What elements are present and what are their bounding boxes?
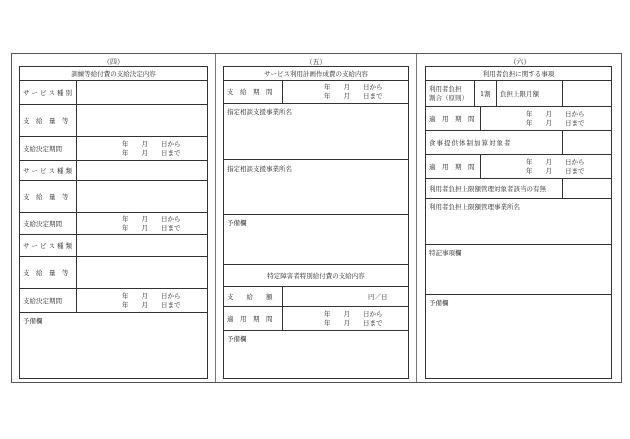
date-to: 年 月 日まで bbox=[122, 149, 181, 157]
ratio-value: 1割 bbox=[480, 90, 491, 98]
period-row bbox=[426, 155, 611, 179]
column-divider bbox=[416, 54, 417, 382]
period-row bbox=[20, 213, 207, 235]
table-title: サービス利用計画作成費の支給内容 bbox=[264, 70, 368, 78]
label: 支給決定期間 bbox=[23, 145, 62, 153]
label: 支 給 額 bbox=[227, 293, 273, 301]
special-notes-row bbox=[426, 245, 611, 295]
label: 支給決定期間 bbox=[23, 297, 62, 305]
service-type-row bbox=[20, 161, 207, 181]
meal-target-row bbox=[426, 131, 611, 155]
amount-row bbox=[20, 105, 207, 137]
provider-row bbox=[224, 160, 408, 215]
date-to: 年 月 日まで bbox=[526, 119, 585, 127]
period-row bbox=[224, 81, 408, 104]
label: 利用者負担 bbox=[429, 85, 462, 93]
date-to: 年 月 日まで bbox=[324, 319, 383, 327]
label: 予備欄 bbox=[227, 219, 247, 227]
section-number-6: （六） bbox=[509, 58, 531, 66]
table-header bbox=[224, 265, 408, 287]
label: 適 用 期 間 bbox=[429, 163, 475, 171]
service-type-row bbox=[20, 235, 207, 257]
table-title: 利用者負担に関する事項 bbox=[482, 70, 555, 78]
label: 予備欄 bbox=[227, 335, 247, 343]
unit: 円／日 bbox=[368, 293, 388, 301]
period-row bbox=[20, 289, 207, 313]
label: 適 用 期 間 bbox=[429, 115, 475, 123]
date-from: 年 月 日から bbox=[526, 110, 585, 118]
label: 食事提供体制加算対象者 bbox=[429, 139, 512, 147]
date-from: 年 月 日から bbox=[122, 215, 181, 223]
label: サービス種類 bbox=[23, 242, 74, 250]
amount-row bbox=[20, 257, 207, 289]
provider-row bbox=[224, 104, 408, 160]
training-benefit-table bbox=[19, 66, 208, 379]
cap-office-row bbox=[426, 199, 611, 245]
reserve-row bbox=[224, 215, 408, 265]
column-divider bbox=[215, 54, 216, 382]
date-from: 年 月 日から bbox=[122, 292, 181, 300]
period-row bbox=[426, 107, 611, 131]
label: 予備欄 bbox=[23, 317, 43, 325]
reserve-row bbox=[20, 313, 207, 378]
label: 支 給 量 等 bbox=[23, 117, 69, 125]
date-from: 年 月 日から bbox=[122, 140, 181, 148]
label: 予備欄 bbox=[429, 299, 449, 307]
plan-cost-table bbox=[223, 66, 409, 379]
service-type-row bbox=[20, 81, 207, 105]
label: 指定相談支援事業所名 bbox=[227, 165, 292, 173]
date-from: 年 月 日から bbox=[324, 83, 383, 91]
label: 適 用 期 間 bbox=[227, 315, 273, 323]
date-from: 年 月 日から bbox=[526, 158, 585, 166]
amount-row bbox=[20, 181, 207, 213]
date-to: 年 月 日まで bbox=[122, 301, 181, 309]
date-to: 年 月 日まで bbox=[122, 224, 181, 232]
label: サービス種別 bbox=[23, 89, 74, 97]
label: 支 給 量 等 bbox=[23, 269, 69, 277]
label: 支給決定期間 bbox=[23, 220, 62, 228]
section-number-5: （五） bbox=[305, 58, 327, 66]
label: 支 給 期 間 bbox=[227, 88, 273, 96]
table-header bbox=[20, 67, 207, 81]
reserve-row bbox=[426, 295, 611, 378]
cap-mgmt-row bbox=[426, 179, 611, 199]
section-number-4: （四） bbox=[103, 58, 124, 66]
label: 利用者負担上限額管理対象者該当の有無 bbox=[429, 185, 546, 193]
user-burden-table bbox=[425, 66, 612, 379]
reserve-row bbox=[224, 331, 408, 378]
period-row bbox=[20, 137, 207, 161]
table-header bbox=[426, 67, 611, 81]
label: 負担上限月額 bbox=[500, 90, 539, 98]
table-title: 特定障害者特別給付費の支給内容 bbox=[267, 272, 365, 280]
certificate-spread bbox=[11, 53, 622, 383]
label: サービス種類 bbox=[23, 167, 74, 175]
burden-ratio-row bbox=[426, 81, 611, 107]
label: 割合（原則） bbox=[429, 94, 468, 102]
label: 指定相談支援事業所名 bbox=[227, 108, 292, 116]
date-from: 年 月 日から bbox=[324, 310, 383, 318]
label: 利用者負担上限額管理事業所名 bbox=[429, 203, 520, 211]
label: 支 給 量 等 bbox=[23, 193, 69, 201]
label: 特記事項欄 bbox=[429, 249, 462, 257]
date-to: 年 月 日まで bbox=[324, 92, 383, 100]
table-title: 訓練等給付費の支給決定内容 bbox=[71, 70, 156, 78]
date-to: 年 月 日まで bbox=[526, 167, 585, 175]
period-row bbox=[224, 307, 408, 331]
amount-row bbox=[224, 287, 408, 307]
table-header bbox=[224, 67, 408, 81]
